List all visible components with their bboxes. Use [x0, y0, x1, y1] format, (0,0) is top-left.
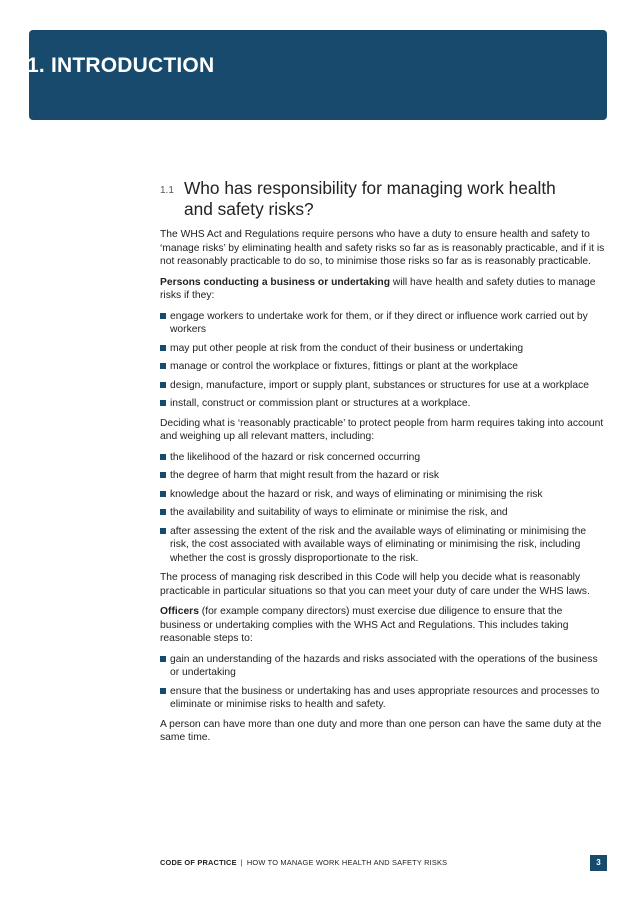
bullet-icon — [160, 382, 166, 388]
main-content — [160, 178, 605, 752]
pcbu-text: will have health and safety duties to manage risks if they: — [160, 276, 596, 301]
section-heading — [160, 178, 605, 220]
list-item — [160, 469, 605, 483]
list-item-text: knowledge about the hazard or risk, and ways of eliminating or minimising the risk — [170, 488, 543, 500]
bullet-icon — [160, 528, 166, 534]
paragraph-whs-requirements: The WHS Act and Regulations require persons who have a duty to ensure health and safety to ‘manage risks’ by eliminating health and safety risks so far as is reasonably practicable, and if it is not reasonably practicable to do so, to minimise those risks so far as is reasonably practicable. — [160, 229, 605, 267]
bullet-icon — [160, 688, 166, 694]
bullet-icon — [160, 454, 166, 460]
section-title-line1: Who has responsibility for managing work health — [184, 178, 556, 198]
chapter-title: 1. INTRODUCTION — [27, 54, 215, 77]
officers-term: Officers — [160, 606, 199, 617]
list-item-text: the availability and suitability of ways to eliminate or minimise the risk, and — [170, 507, 508, 518]
list-item — [160, 653, 605, 680]
pcbu-duties-list — [160, 310, 605, 411]
list-item-text: design, manufacture, import or supply plant, substances or structures for use at a workplace — [170, 379, 589, 391]
list-item — [160, 360, 605, 374]
paragraph-officers — [160, 605, 605, 646]
paragraph-pcbu-duties — [160, 276, 605, 303]
bullet-icon — [160, 491, 166, 497]
list-item — [160, 310, 605, 337]
footer-code-label: CODE OF PRACTICE — [160, 858, 237, 867]
list-item — [160, 488, 605, 502]
pcbu-term: Persons conducting a business or undertaking — [160, 276, 391, 288]
list-item — [160, 451, 605, 465]
list-item-text: ensure that the business or undertaking has and uses appropriate resources and processes to eliminate or minimise risks to health and safety. — [170, 685, 600, 710]
officer-steps-list — [160, 653, 605, 712]
bullet-icon — [160, 313, 166, 319]
section-title — [184, 178, 556, 220]
paragraph-multiple-duties: A person can have more than one duty and more than one person can have the same duty at the same time. — [160, 718, 602, 743]
bullet-icon — [160, 472, 166, 478]
bullet-icon — [160, 400, 166, 406]
bullet-icon — [160, 363, 166, 369]
list-item — [160, 685, 605, 712]
paragraph-reasonably-practicable: Deciding what is ‘reasonably practicable’ to protect people from harm requires taking into account and weighing up all relevant matters, including: — [160, 417, 604, 442]
relevant-matters-list — [160, 451, 605, 566]
list-item-text: engage workers to undertake work for them, or if they direct or influence work carried out by workers — [170, 310, 588, 335]
list-item-text: the degree of harm that might result from the hazard or risk — [170, 470, 439, 481]
list-item — [160, 506, 605, 520]
paragraph-managing-risk-process: The process of managing risk described in this Code will help you decide what is reasonably practicable in particular situations so that you can meet your duty of care under the WHS laws. — [160, 572, 590, 597]
list-item — [160, 379, 605, 393]
list-item-text: after assessing the extent of the risk and the available ways of eliminating or minimising the risk, the cost associated with available ways of eliminating or minimising the risk, including whether the cost is grossly disproportionate to the risk. — [170, 525, 587, 564]
footer-document-title: HOW TO MANAGE WORK HEALTH AND SAFETY RISKS — [246, 858, 448, 867]
list-item-text: the likelihood of the hazard or risk concerned occurring — [170, 451, 421, 463]
bullet-icon — [160, 509, 166, 515]
list-item-text: gain an understanding of the hazards and risks associated with the operations of the business or undertaking — [170, 653, 598, 678]
list-item — [160, 525, 605, 566]
footer-separator: | — [240, 858, 243, 867]
officers-text: (for example company directors) must exercise due diligence to ensure that the business or undertaking complies with the WHS Act and Regulations. This includes taking reasonable steps to: — [160, 606, 569, 644]
bullet-icon — [160, 345, 166, 351]
section-number: 1.1 — [160, 185, 174, 196]
list-item-text: manage or control the workplace or fixtures, fittings or plant at the workplace — [170, 361, 518, 372]
bullet-icon — [160, 656, 166, 662]
list-item — [160, 342, 605, 356]
page-footer — [160, 858, 607, 867]
list-item-text: may put other people at risk from the conduct of their business or undertaking — [170, 342, 524, 354]
section-title-line2: and safety risks? — [184, 199, 314, 219]
page-number: 3 — [590, 855, 607, 871]
list-item-text: install, construct or commission plant or structures at a workplace. — [170, 398, 471, 409]
list-item — [160, 397, 605, 411]
